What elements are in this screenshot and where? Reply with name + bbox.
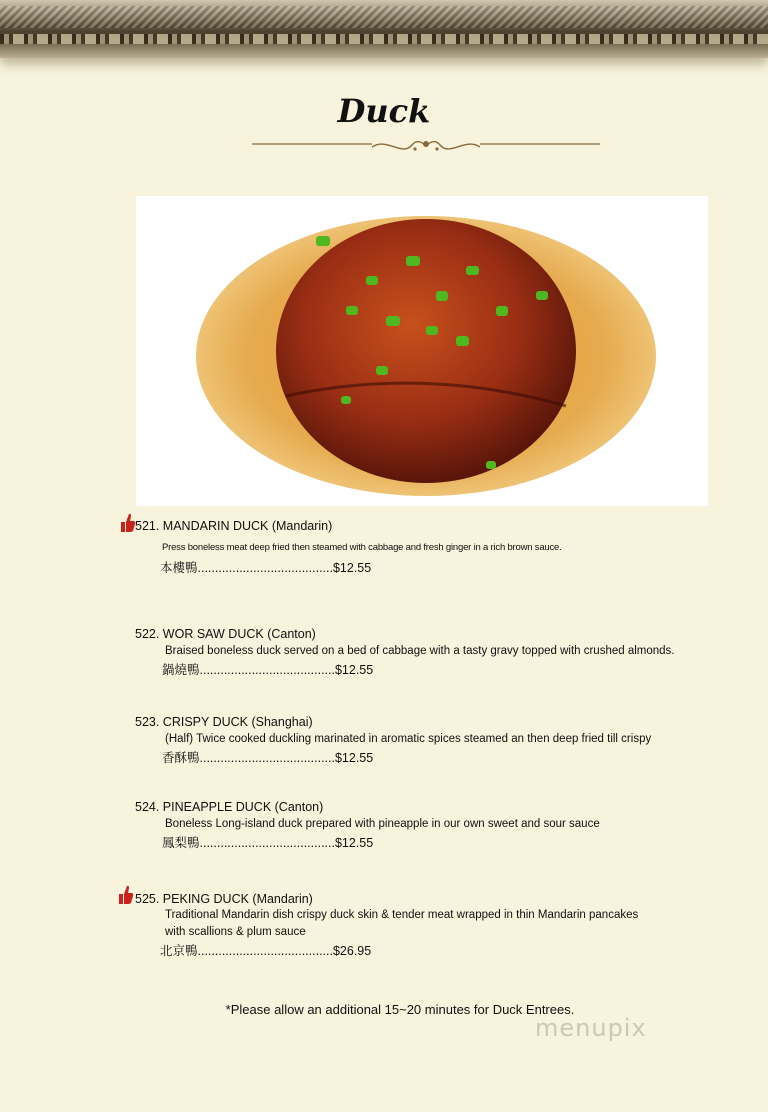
- thumbs-up-icon: [116, 884, 134, 906]
- item-price-line: [160, 941, 371, 959]
- item-price-line: [162, 833, 373, 851]
- item-chinese-name: 香酥鴨: [162, 751, 200, 765]
- item-description: Press boneless meat deep fried then steamed with cabbage and fresh ginger in a rich brown sauce.: [162, 542, 562, 553]
- thumbs-up-icon: [118, 512, 136, 534]
- decorative-top-border: [0, 0, 768, 58]
- item-description: Traditional Mandarin dish crispy duck skin & tender meat wrapped in thin Mandarin pancakes: [165, 909, 639, 921]
- item-price: $12.55: [332, 561, 372, 575]
- item-description: Braised boneless duck served on a bed of cabbage with a tasty gravy topped with crushed almonds.: [165, 645, 675, 657]
- item-price: $12.55: [334, 836, 374, 850]
- item-price-line: [162, 660, 373, 678]
- item-description: (Half) Twice cooked duckling marinated in aromatic spices steamed an then deep fried till crispy: [165, 733, 652, 745]
- title-ornament-divider: [252, 132, 600, 162]
- item-chinese-name: 鳳梨鴨: [162, 836, 200, 850]
- item-chinese-name: 本樓鴨: [160, 561, 198, 575]
- item-title: 522. WOR SAW DUCK (Canton): [135, 627, 316, 641]
- item-chinese-name: 北京鴨: [160, 944, 198, 958]
- item-chinese-name: 鍋燒鴨: [162, 663, 200, 677]
- item-title: 521. MANDARIN DUCK (Mandarin): [135, 519, 333, 533]
- item-description-continued: with scallions & plum sauce: [165, 926, 306, 938]
- item-leader-dots: .......................................: [199, 751, 335, 765]
- item-leader-dots: .......................................: [197, 944, 333, 958]
- item-description: Boneless Long-island duck prepared with pineapple in our own sweet and sour sauce: [165, 818, 600, 830]
- duck-preparation-note: *Please allow an additional 15~20 minutes for Duck Entrees.: [225, 1002, 575, 1017]
- item-title: 524. PINEAPPLE DUCK (Canton): [135, 800, 324, 814]
- item-price-line: [162, 748, 373, 766]
- item-price: $12.55: [334, 663, 374, 677]
- item-price: $26.95: [332, 944, 372, 958]
- border-weave-pattern: [0, 6, 768, 28]
- item-leader-dots: .......................................: [199, 663, 335, 677]
- item-leader-dots: .......................................: [197, 561, 333, 575]
- item-price-line: [160, 558, 371, 576]
- item-price: $12.55: [334, 751, 374, 765]
- page-title: Duck: [337, 92, 431, 130]
- item-title: 523. CRISPY DUCK (Shanghai): [135, 715, 313, 729]
- duck-dish-photo: [136, 196, 708, 506]
- item-title: 525. PEKING DUCK (Mandarin): [135, 892, 313, 906]
- watermark: menupix: [535, 1014, 647, 1042]
- item-leader-dots: .......................................: [199, 836, 335, 850]
- border-stud-row: [0, 34, 768, 44]
